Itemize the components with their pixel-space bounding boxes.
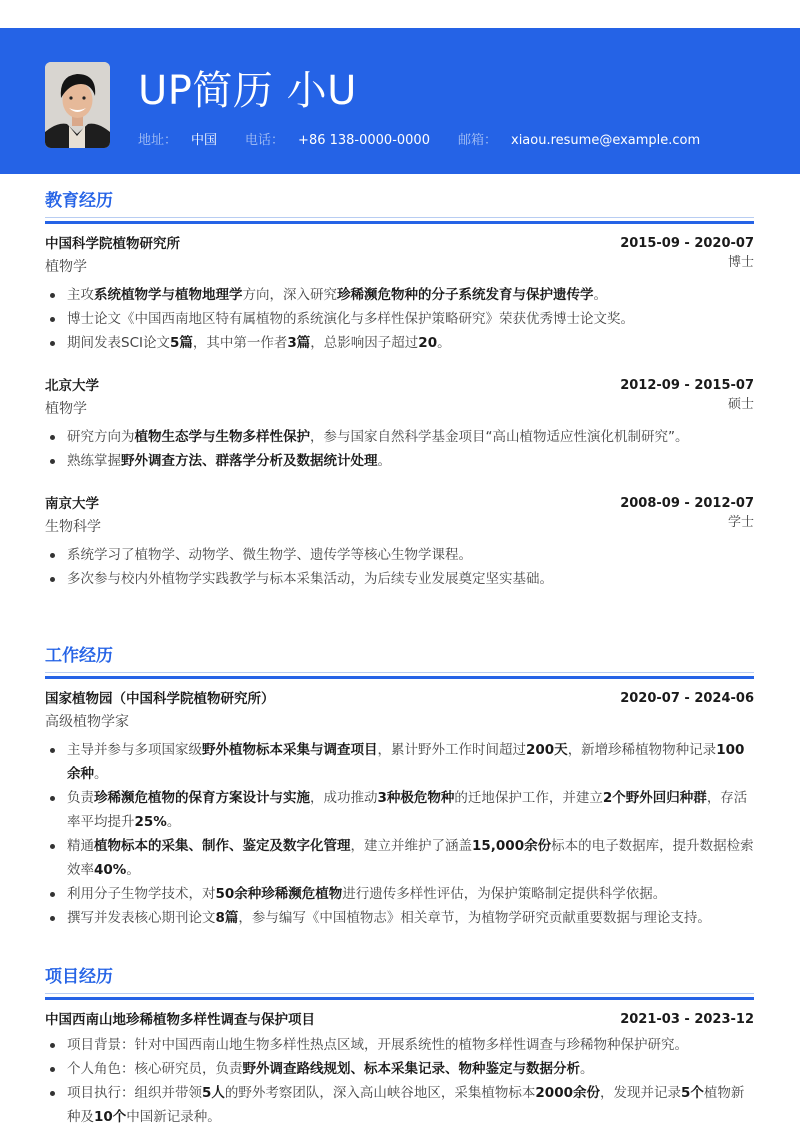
school-name: 中国科学院植物研究所 [45, 236, 180, 252]
degree: 学士 [727, 515, 754, 530]
projects-section [45, 965, 754, 1129]
work-entry [45, 688, 754, 930]
project-name: 中国西南山地珍稀植物多样性调查与保护项目 [45, 1012, 315, 1028]
avatar-photo [45, 62, 110, 148]
bullet-item: 项目执行：组织并带领5人的野外考察团队，深入高山峡谷地区，采集植物标本2000余份，发现并记录5个植物新种及10个中国新记录种。 [45, 1081, 754, 1129]
address-value: 中国 [191, 133, 218, 148]
section-title-work: 工作经历 [45, 646, 113, 666]
section-title-education: 教育经历 [45, 191, 113, 211]
job-position: 高级植物学家 [45, 714, 129, 730]
bullet-list [45, 425, 754, 473]
section-divider-accent [45, 997, 754, 1000]
bullet-item: 研究方向为植物生态学与生物多样性保护，参与国家自然科学基金项目“高山植物适应性演化机制研究”。 [45, 425, 754, 449]
school-name: 北京大学 [45, 378, 99, 394]
date-range: 2021-03 - 2023-12 [620, 1012, 754, 1027]
contact-address [138, 131, 217, 151]
phone-label: 电话： [245, 133, 285, 148]
major: 生物科学 [45, 519, 101, 535]
bullet-item: 主导并参与多项国家级野外植物标本采集与调查项目，累计野外工作时间超过200天，新增珍稀植物物种记录100余种。 [45, 738, 754, 786]
phone-value: +86 138-0000-0000 [298, 133, 430, 148]
education-entry [45, 233, 754, 355]
bullet-item: 熟练掌握野外调查方法、群落学分析及数据统计处理。 [45, 449, 754, 473]
date-range: 2020-07 - 2024-06 [620, 691, 754, 706]
degree: 硕士 [727, 397, 754, 412]
bullet-list [45, 543, 754, 591]
email-label: 邮箱： [457, 133, 497, 148]
section-divider-accent [45, 221, 754, 224]
education-section [45, 189, 754, 591]
section-divider-accent [45, 676, 754, 679]
date-range: 2015-09 - 2020-07 [620, 236, 754, 251]
contact-email [458, 131, 700, 151]
section-title-projects: 项目经历 [45, 967, 113, 987]
degree: 博士 [727, 255, 754, 270]
school-name: 南京大学 [45, 496, 99, 512]
section-divider [45, 217, 754, 218]
major: 植物学 [45, 259, 87, 275]
contact-phone [245, 131, 430, 151]
bullet-item: 利用分子生物学技术，对50余种珍稀濒危植物进行遗传多样性评估，为保护策略制定提供科学依据。 [45, 882, 754, 906]
education-entry [45, 493, 754, 591]
bullet-list [45, 1033, 754, 1129]
work-section [45, 644, 754, 930]
resume-header [0, 28, 800, 174]
bullet-item: 博士论文《中国西南地区特有属植物的系统演化与多样性保护策略研究》荣获优秀博士论文奖。 [45, 307, 754, 331]
company-name: 国家植物园（中国科学院植物研究所） [45, 691, 275, 707]
bullet-list [45, 283, 754, 355]
bullet-item: 负责珍稀濒危植物的保育方案设计与实施，成功推动3种极危物种的迁地保护工作，并建立2个野外回归种群，存活率平均提升25%。 [45, 786, 754, 834]
date-range: 2012-09 - 2015-07 [620, 378, 754, 393]
section-divider [45, 993, 754, 994]
bullet-item: 精通植物标本的采集、制作、鉴定及数字化管理，建立并维护了涵盖15,000余份标本的电子数据库，提升数据检索效率40%。 [45, 834, 754, 882]
bullet-item: 撰写并发表核心期刊论文8篇，参与编写《中国植物志》相关章节，为植物学研究贡献重要数据与理论支持。 [45, 906, 754, 930]
bullet-item: 多次参与校内外植物学实践教学与标本采集活动，为后续专业发展奠定坚实基础。 [45, 567, 754, 591]
date-range: 2008-09 - 2012-07 [620, 496, 754, 511]
bullet-item: 项目背景：针对中国西南山地生物多样性热点区域，开展系统性的植物多样性调查与珍稀物种保护研究。 [45, 1033, 754, 1057]
bullet-item: 主攻系统植物学与植物地理学方向，深入研究珍稀濒危物种的分子系统发育与保护遗传学。 [45, 283, 754, 307]
section-divider [45, 672, 754, 673]
address-label: 地址： [138, 133, 178, 148]
bullet-item: 系统学习了植物学、动物学、微生物学、遗传学等核心生物学课程。 [45, 543, 754, 567]
project-entry [45, 1009, 754, 1129]
contact-info [138, 131, 728, 151]
major: 植物学 [45, 401, 87, 417]
email-value[interactable]: xiaou.resume@example.com [511, 133, 701, 148]
bullet-item: 期间发表SCI论文5篇，其中第一作者3篇，总影响因子超过20。 [45, 331, 754, 355]
bullet-list [45, 738, 754, 930]
candidate-name: UP简历 小U [138, 68, 357, 114]
education-entry [45, 375, 754, 473]
bullet-item: 个人角色：核心研究员，负责野外调查路线规划、标本采集记录、物种鉴定与数据分析。 [45, 1057, 754, 1081]
